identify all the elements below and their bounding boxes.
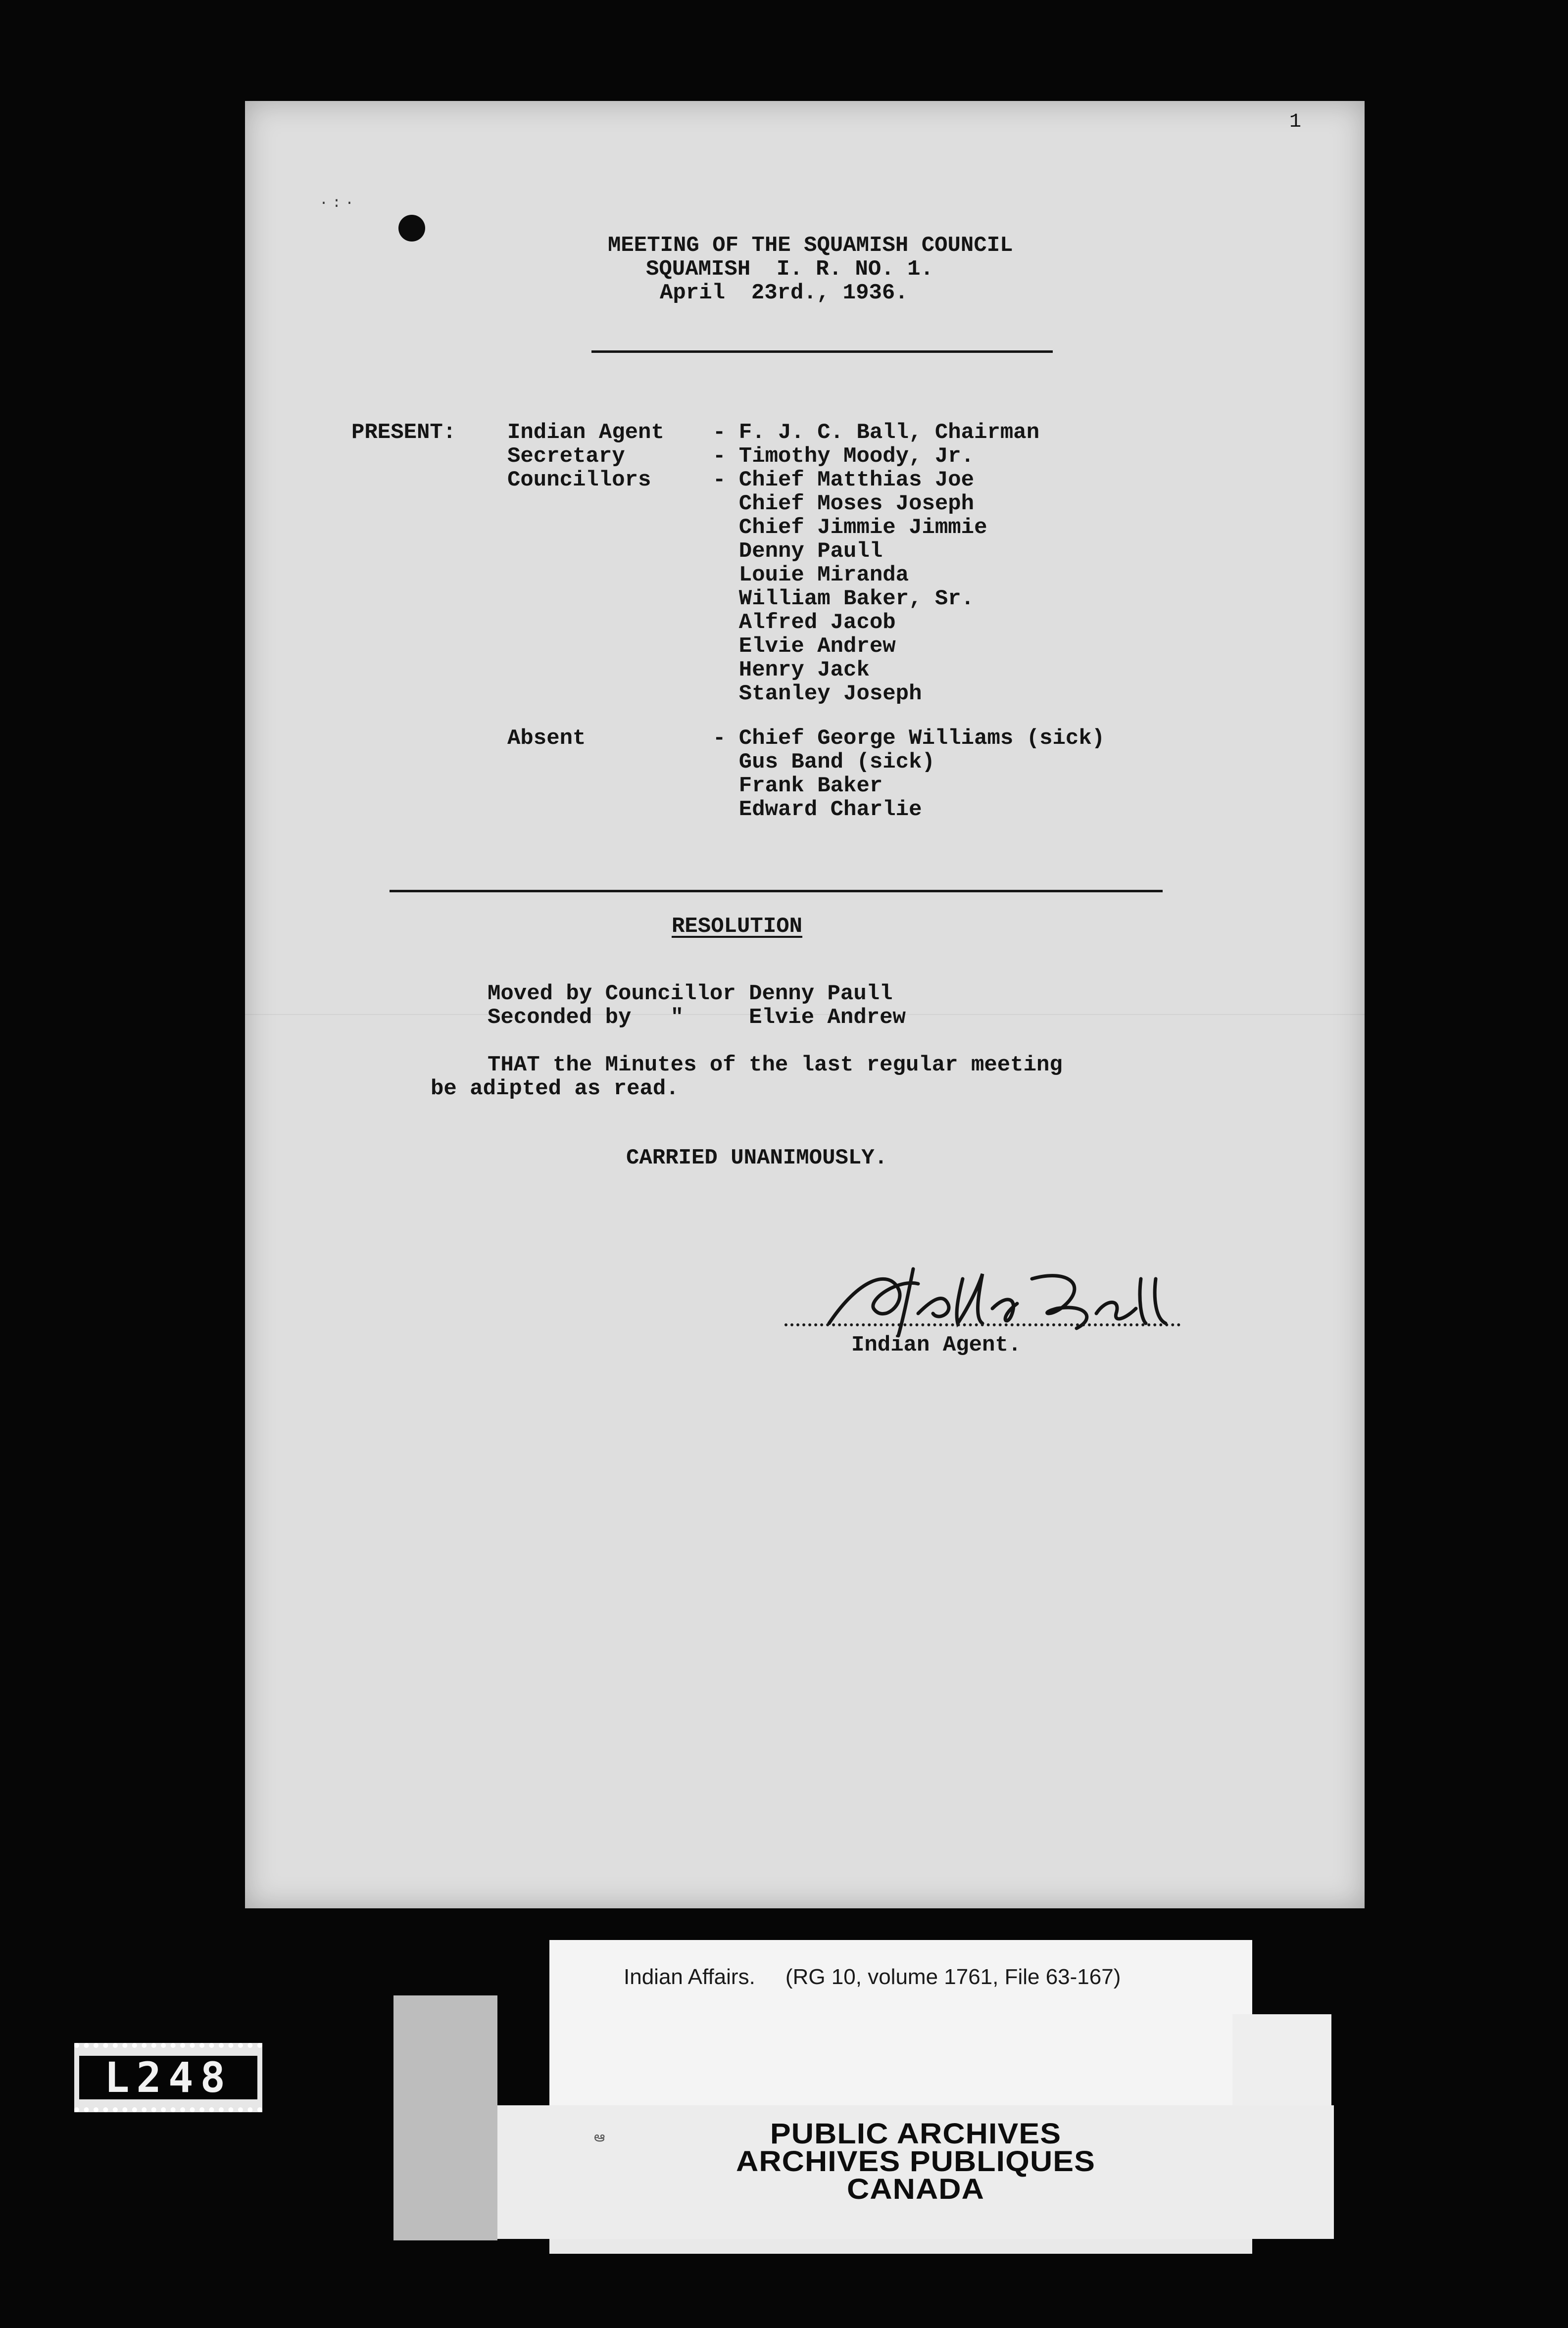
hole-punch: [398, 215, 425, 242]
paper-specks: ·:·: [319, 195, 358, 212]
reserve-name: SQUAMISH I. R. NO. 1.: [646, 257, 933, 282]
page-number: 1: [1289, 111, 1302, 133]
archive-line-country: CANADA: [847, 2173, 984, 2205]
councillor-name: Chief Moses Joseph: [713, 491, 975, 516]
councillor-name: - Chief Matthias Joe: [713, 468, 975, 492]
frame-number: L248: [79, 2056, 257, 2099]
absent-name: Gus Band (sick): [713, 750, 935, 775]
motion-text-line: THAT the Minutes of the last regular meeting: [488, 1053, 1063, 1077]
archive-line-fr: ARCHIVES PUBLIQUES: [736, 2145, 1095, 2178]
role-secretary: Secretary: [507, 444, 625, 469]
source-reference: Indian Affairs. (RG 10, volume 1761, File 63-167): [624, 1965, 1121, 1989]
grey-tab: [393, 1995, 497, 2240]
present-label: PRESENT:: [351, 420, 456, 445]
resolution-title: RESOLUTION: [672, 914, 803, 939]
heading-rule: [591, 350, 1053, 353]
councillor-name: William Baker, Sr.: [713, 586, 975, 611]
councillor-name: Stanley Joseph: [713, 681, 922, 706]
section-rule: [390, 890, 1163, 892]
archive-stamp-card: [497, 2105, 1334, 2239]
councillor-name: Louie Miranda: [713, 563, 909, 587]
councillor-name: Denny Paull: [713, 539, 883, 564]
meeting-date: April 23rd., 1936.: [660, 281, 908, 305]
absent-label: Absent: [507, 726, 586, 751]
archive-name: [497, 2120, 1334, 2203]
signature-title: Indian Agent.: [851, 1333, 1022, 1358]
councillor-name: Alfred Jacob: [713, 610, 896, 635]
role-councillors: Councillors: [507, 468, 651, 492]
name-indian-agent: - F. J. C. Ball, Chairman: [713, 420, 1040, 445]
motion-text-line: be adipted as read.: [431, 1076, 679, 1101]
absent-name: Frank Baker: [713, 774, 883, 798]
absent-name: - Chief George Williams (sick): [713, 726, 1105, 751]
councillor-name: Elvie Andrew: [713, 634, 896, 659]
archive-line-en: PUBLIC ARCHIVES: [770, 2118, 1062, 2150]
source-label-card: [549, 1940, 1252, 2118]
stamp-mark: ఆ: [594, 2129, 605, 2144]
councillor-name: Chief Jimmie Jimmie: [713, 515, 987, 540]
carried-status: CARRIED UNANIMOUSLY.: [626, 1146, 888, 1170]
signature-line: [784, 1323, 1180, 1329]
card-bottom-edge: [549, 2239, 1252, 2254]
meeting-title: MEETING OF THE SQUAMISH COUNCIL: [608, 233, 1013, 258]
frame-counter: [74, 2043, 262, 2112]
document-page: [245, 101, 1365, 1908]
absent-name: Edward Charlie: [713, 797, 922, 822]
councillor-name: Henry Jack: [713, 658, 870, 682]
name-secretary: - Timothy Moody, Jr.: [713, 444, 975, 469]
seconded-by-line: Seconded by " Elvie Andrew: [488, 1005, 906, 1030]
moved-by-line: Moved by Councillor Denny Paull: [488, 981, 893, 1006]
role-indian-agent: Indian Agent: [507, 420, 664, 445]
